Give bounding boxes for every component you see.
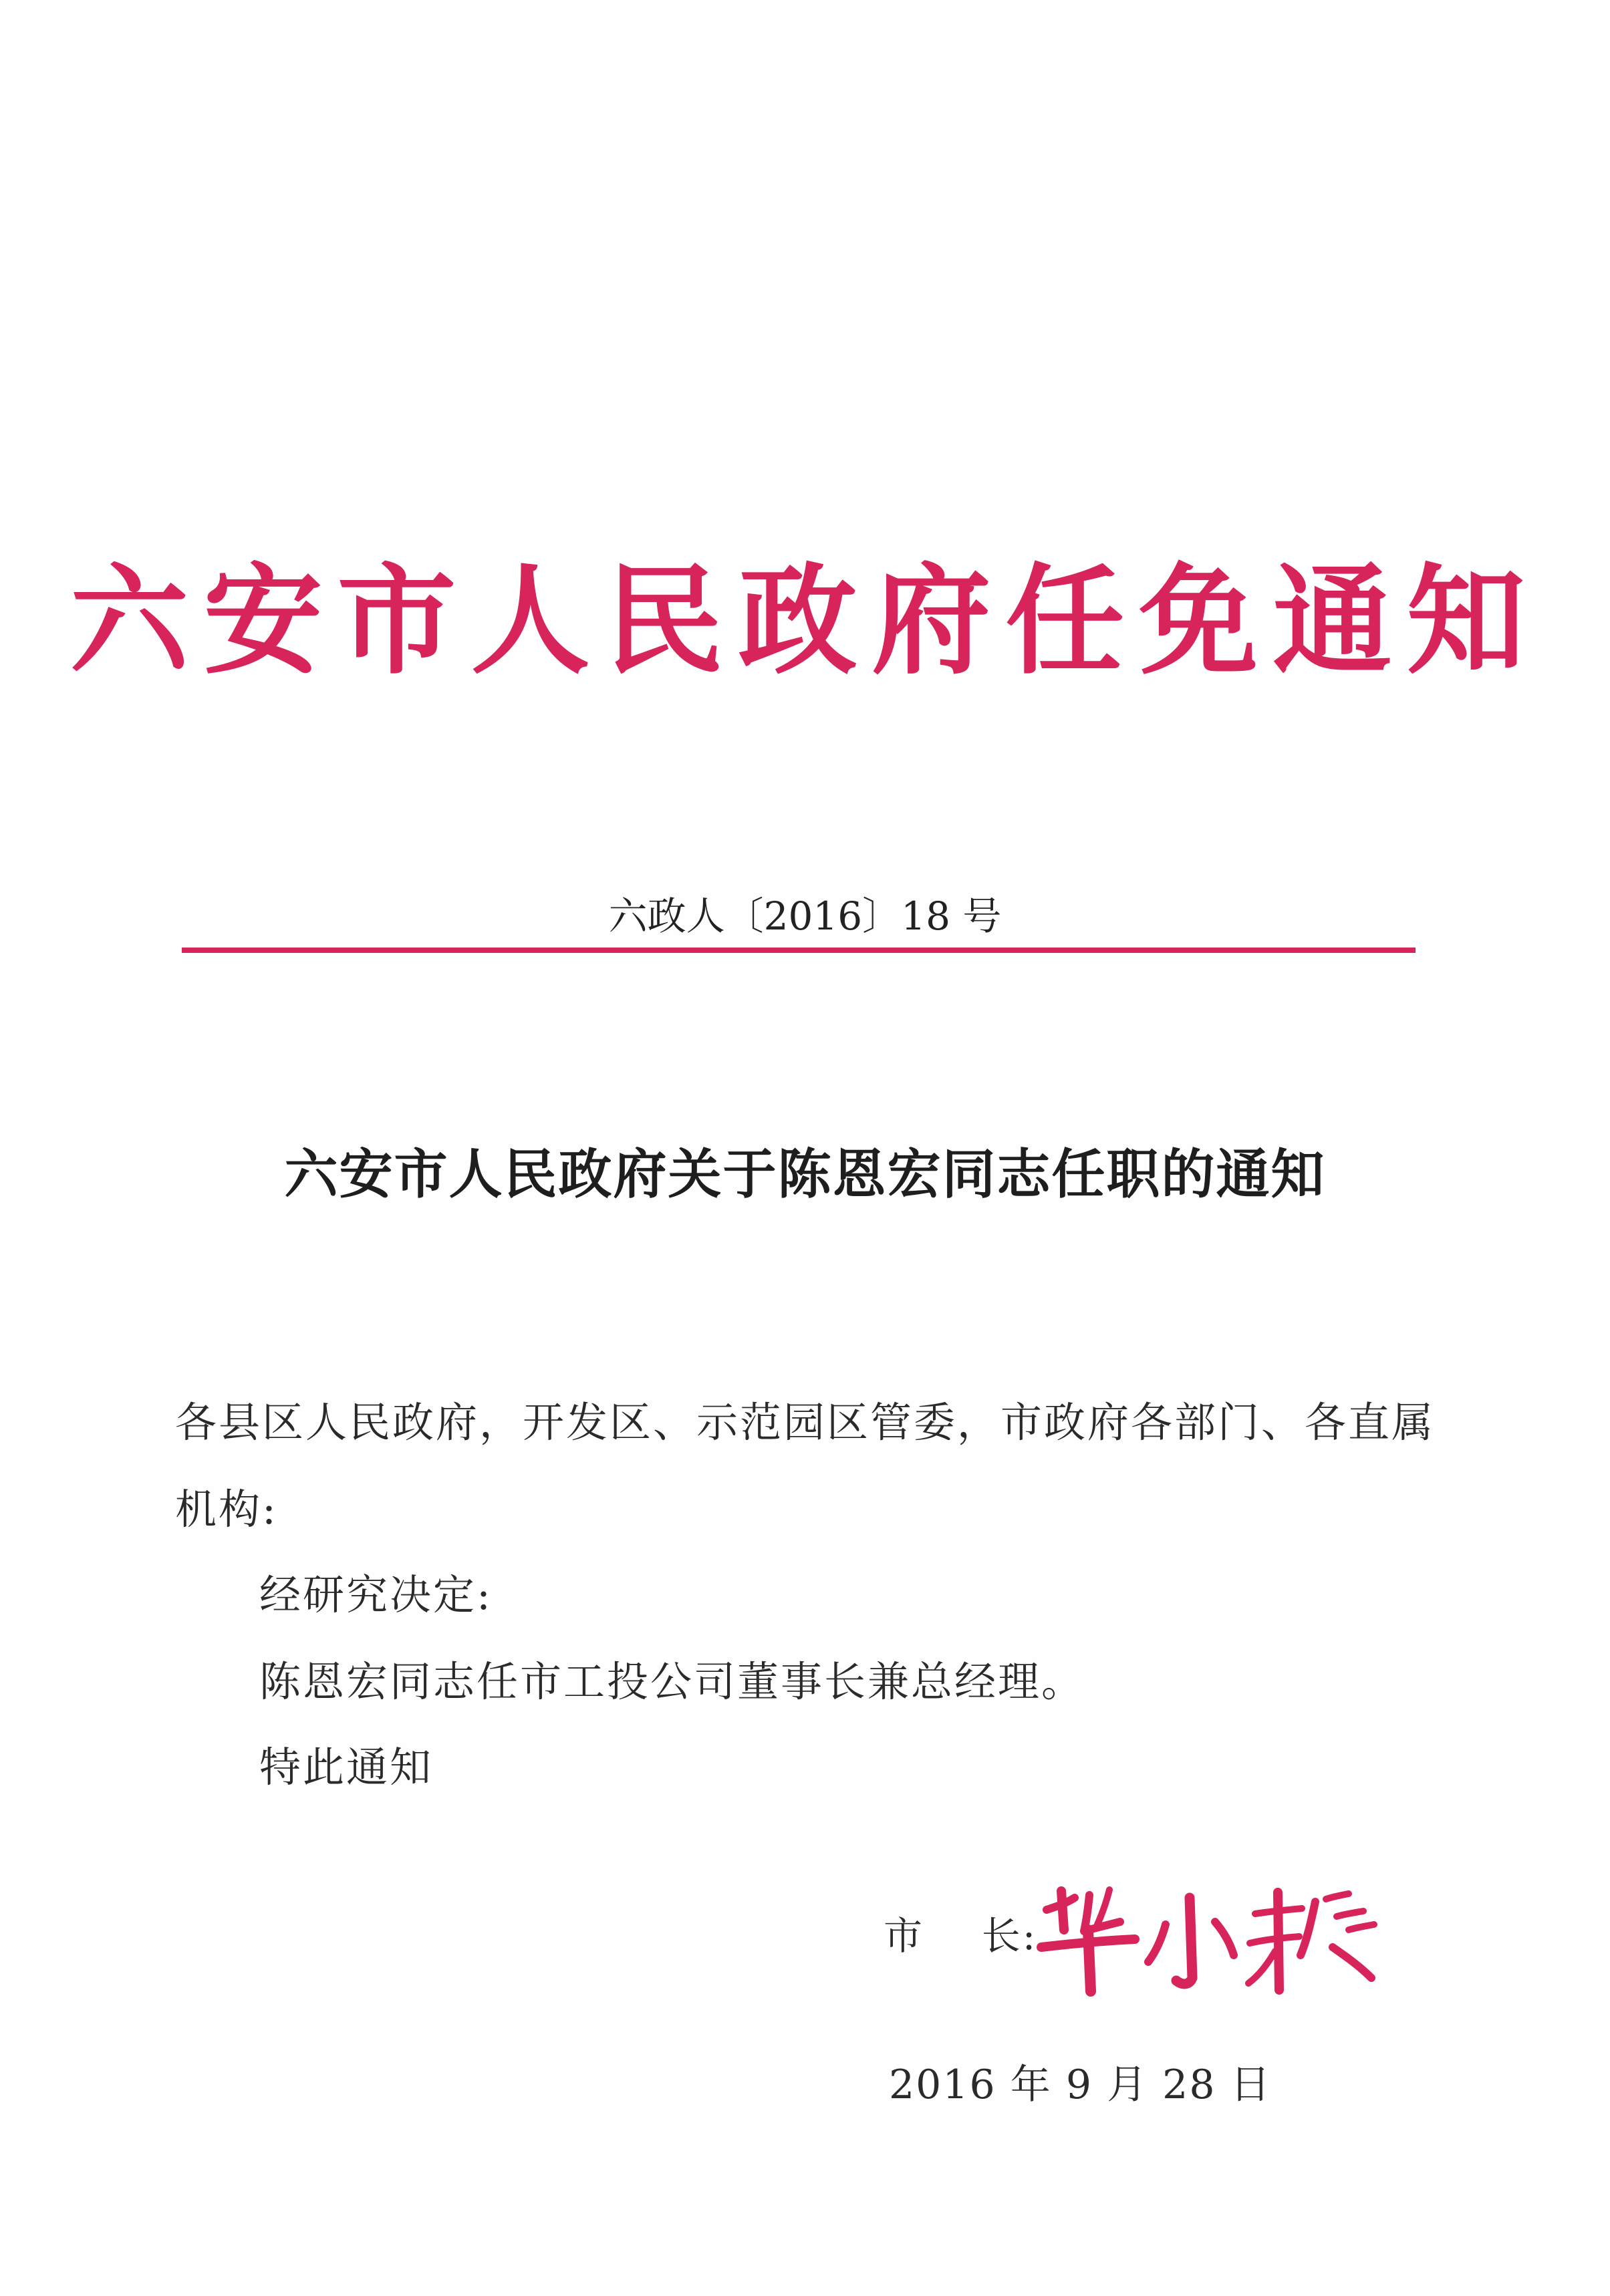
mayor-label: 市 长: <box>884 1913 1038 1959</box>
paragraph-decision: 经研究决定: <box>259 1570 493 1619</box>
paragraph-appointment: 陈恩宏同志任市工投公司董事长兼总经理。 <box>259 1657 1085 1706</box>
header-divider <box>182 948 1416 953</box>
handwritten-signature <box>1035 1878 1382 1998</box>
addressee-line-1: 各县区人民政府，开发区、示范园区管委，市政府各部门、各直属 <box>175 1398 1436 1447</box>
addressee-line-2: 机构: <box>175 1485 278 1534</box>
paragraph-closing: 特此通知 <box>259 1743 434 1791</box>
document-date: 2016 年 9 月 28 日 <box>889 2061 1272 2108</box>
issuer-header: 六安市人民政府任免通知 <box>70 551 1540 690</box>
document-number: 六政人〔2016〕18 号 <box>608 893 1002 939</box>
document-title: 六安市人民政府关于陈恩宏同志任职的通知 <box>284 1143 1326 1205</box>
